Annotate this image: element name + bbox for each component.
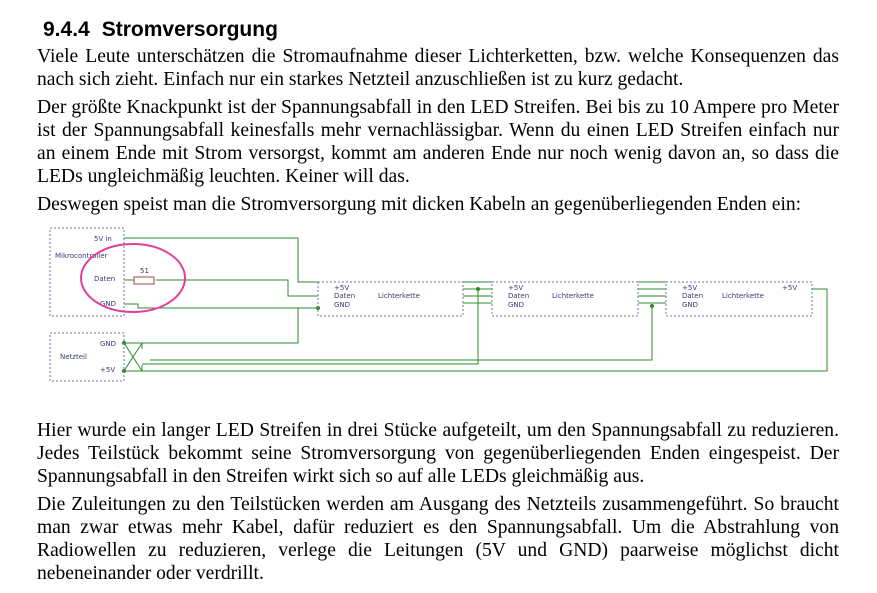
microcontroller-block <box>50 228 124 316</box>
resistor <box>134 267 154 284</box>
power-supply-block <box>50 333 124 381</box>
pin-label: GND <box>100 300 117 308</box>
wire-mcu-gnd <box>124 304 318 308</box>
paragraph: Der größte Knackpunkt ist der Spannungsabfall in den LED Streifen. Bei bis zu 10 Ampere pro Meter ist der Spannungsabfall keinesfalls mehr vernachlässigbar. Wenn du einen LED Streifen einfach nur an einem Ende mit Strom versorgst, kommt am anderen Ende nur noch wenig davon an, so dass die LEDs ungleichmäßig leuchten. Keiner will das. <box>37 97 839 187</box>
wire-mcu-5v <box>124 238 318 282</box>
led-strip-3 <box>666 282 812 316</box>
strip-label: Lichterkette <box>378 292 420 300</box>
junction-dot <box>650 304 654 308</box>
wire-gnd-drop <box>142 289 652 364</box>
pin-label: Daten <box>334 292 356 300</box>
power-supply-label: Netzteil <box>60 353 87 361</box>
paragraph: Die Zuleitungen zu den Teilstücken werden am Ausgang des Netzteils zusammengeführt. So braucht man zwar etwas mehr Kabel, dafür reduziert es den Spannungsabfall. Um die Abstrahlung von Radiowellen zu reduzieren, verlege die Leitungen (5V und GND) paarweise möglichst dicht nebeneinander oder verdrillt. <box>37 494 839 584</box>
led-strip-2 <box>492 282 638 316</box>
pin-label: Daten <box>508 292 530 300</box>
strip-label: Lichterkette <box>552 292 594 300</box>
wiring-diagram <box>40 220 840 390</box>
pin-label: +5V <box>334 284 350 292</box>
pin-label: Daten <box>94 275 116 283</box>
junction-dot <box>476 287 480 291</box>
microcontroller-label: Mikrocontroller <box>55 252 108 260</box>
pin-label: Daten <box>682 292 704 300</box>
section-heading <box>43 18 278 42</box>
pin-label: GND <box>100 340 117 348</box>
pin-label: GND <box>334 301 351 309</box>
paragraph: Deswegen speist man die Stromversorgung mit dicken Kabeln an gegenüberliegenden Enden ein: <box>37 194 802 215</box>
paragraph: Hier wurde ein langer LED Streifen in drei Stücke aufgeteilt, um den Spannungsabfall zu reduzieren. Jedes Teilstück bekommt seine Stromversorgung von gegenüberliegenden Enden eingespeist. Der Spannungsabfall in den Streifen wirkt sich so auf alle LEDs gleichmäßig aus. <box>37 420 839 487</box>
pin-label: 5V in <box>94 235 112 243</box>
resistor-label: 51 <box>140 267 149 275</box>
pin-label: +5V <box>782 284 798 292</box>
strip-label: Lichterkette <box>722 292 764 300</box>
section-title: Stromversorgung <box>101 18 278 41</box>
led-strip-1 <box>318 282 463 316</box>
paragraph: Viele Leute unterschätzen die Stromaufnahme dieser Lichterketten, bzw. welche Konsequenzen das nach sich zieht. Einfach nur ein starkes Netzteil anzuschließen ist zu kurz gedacht. <box>37 46 839 90</box>
wire-s2-s3 <box>638 282 666 303</box>
wire-psu-gnd <box>124 308 298 343</box>
pin-label: GND <box>682 301 699 309</box>
pin-label: GND <box>508 301 525 309</box>
section-number: 9.4.4 <box>43 18 90 41</box>
wire-cross <box>124 343 142 371</box>
pin-label: +5V <box>100 366 116 374</box>
pin-label: +5V <box>508 284 524 292</box>
pin-label: +5V <box>682 284 698 292</box>
wire-psu-5v <box>124 289 827 371</box>
